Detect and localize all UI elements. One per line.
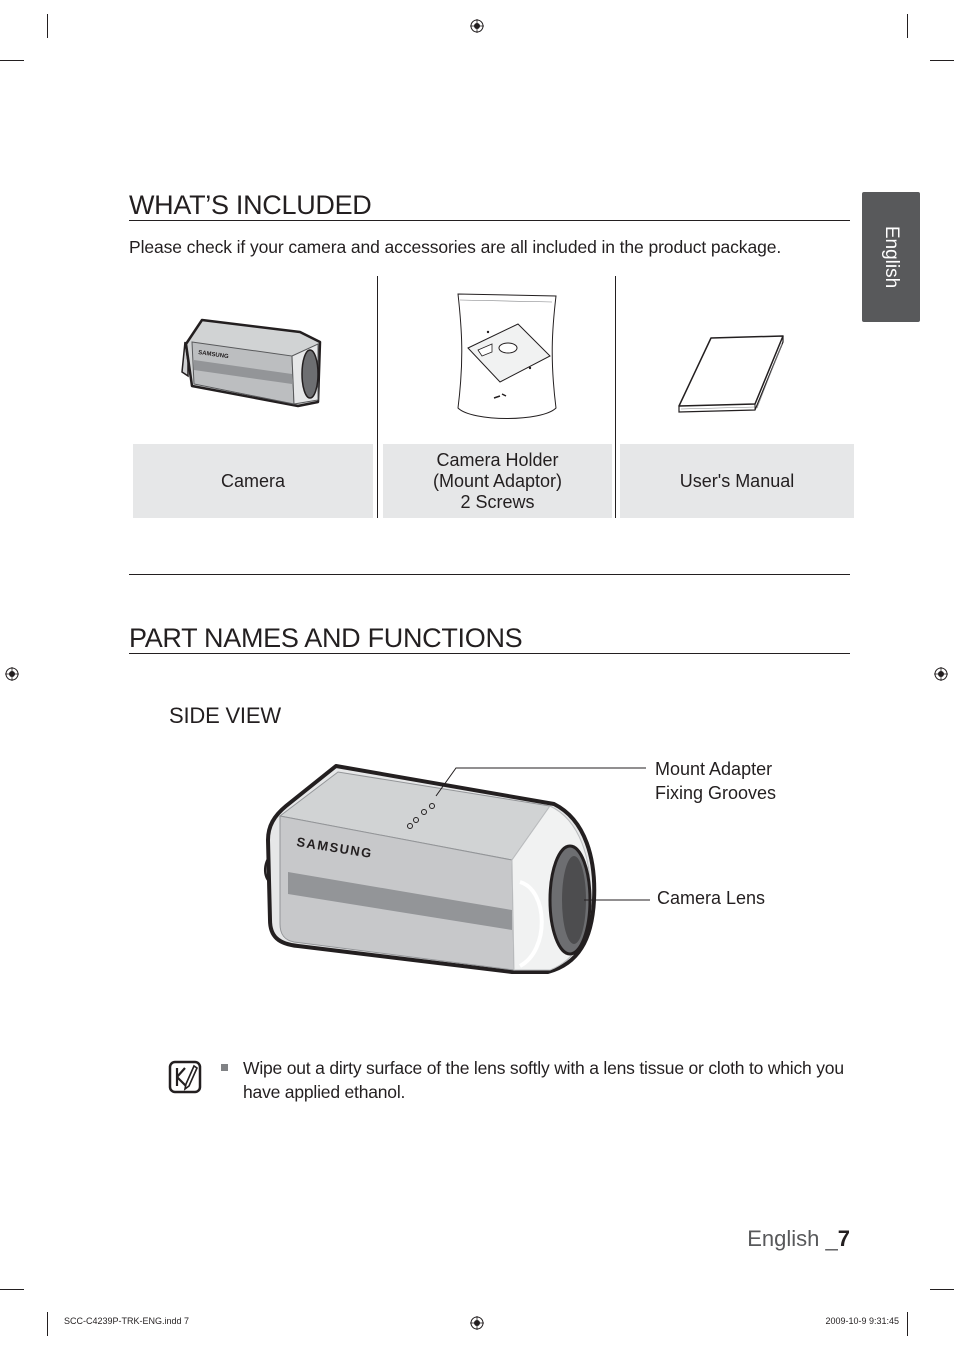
crop-mark [907,14,908,38]
column-divider [615,276,616,518]
item-label-line: Camera Holder [436,449,559,470]
intro-text: Please check if your camera and accessories are all included in the product package. [129,237,782,257]
camera-brand-large: SAMSUNG [295,834,374,862]
language-tab-text: English [881,225,903,289]
item-label-camera: Camera [133,444,373,518]
section-title-whats-included: WHAT’S INCLUDED [129,190,850,221]
users-manual-illustration [673,332,788,414]
note-text: Wipe out a dirty surface of the lens softly with a lens tissue or cloth to which you have applied ethanol. [243,1058,844,1102]
crop-mark [47,1312,48,1336]
callout-mount-adapter-grooves [655,757,776,805]
crop-mark [47,14,48,38]
section-divider [129,574,850,575]
mount-adaptor-illustration [452,290,562,426]
item-label-camera-holder [383,444,612,518]
column-divider [377,276,378,518]
crop-mark [930,60,954,61]
section-title-part-names: PART NAMES AND FUNCTIONS [129,623,850,654]
crop-mark [0,1289,24,1290]
language-tab-label [862,192,920,322]
slug-file-name: SCC-C4239P-TRK-ENG.indd 7 [64,1316,190,1326]
page-language: English _ [747,1226,838,1251]
registration-mark-icon [470,1316,484,1330]
bullet-marker [221,1064,228,1071]
page-number [747,1226,850,1252]
registration-mark-icon [470,19,484,33]
registration-mark-icon [934,667,948,681]
item-label-line: 2 Screws [460,491,535,512]
side-view-heading: SIDE VIEW [169,703,281,728]
camera-illustration [180,312,330,412]
item-label-users-manual: User's Manual [620,444,854,518]
callout-line: Mount Adapter [655,759,773,779]
crop-mark [930,1289,954,1290]
note-icon [168,1060,204,1096]
item-label-line: (Mount Adaptor) [432,470,563,491]
crop-mark [0,60,24,61]
registration-mark-icon [5,667,19,681]
camera-brand-small: SAMSUNG [197,350,229,361]
callout-line: Fixing Grooves [655,783,777,803]
camera-side-view-illustration [258,760,658,980]
slug-timestamp: 2009-10-9 9:31:45 [825,1316,899,1326]
callout-camera-lens: Camera Lens [657,888,766,908]
crop-mark [907,1312,908,1336]
page-number-value: 7 [837,1226,850,1251]
